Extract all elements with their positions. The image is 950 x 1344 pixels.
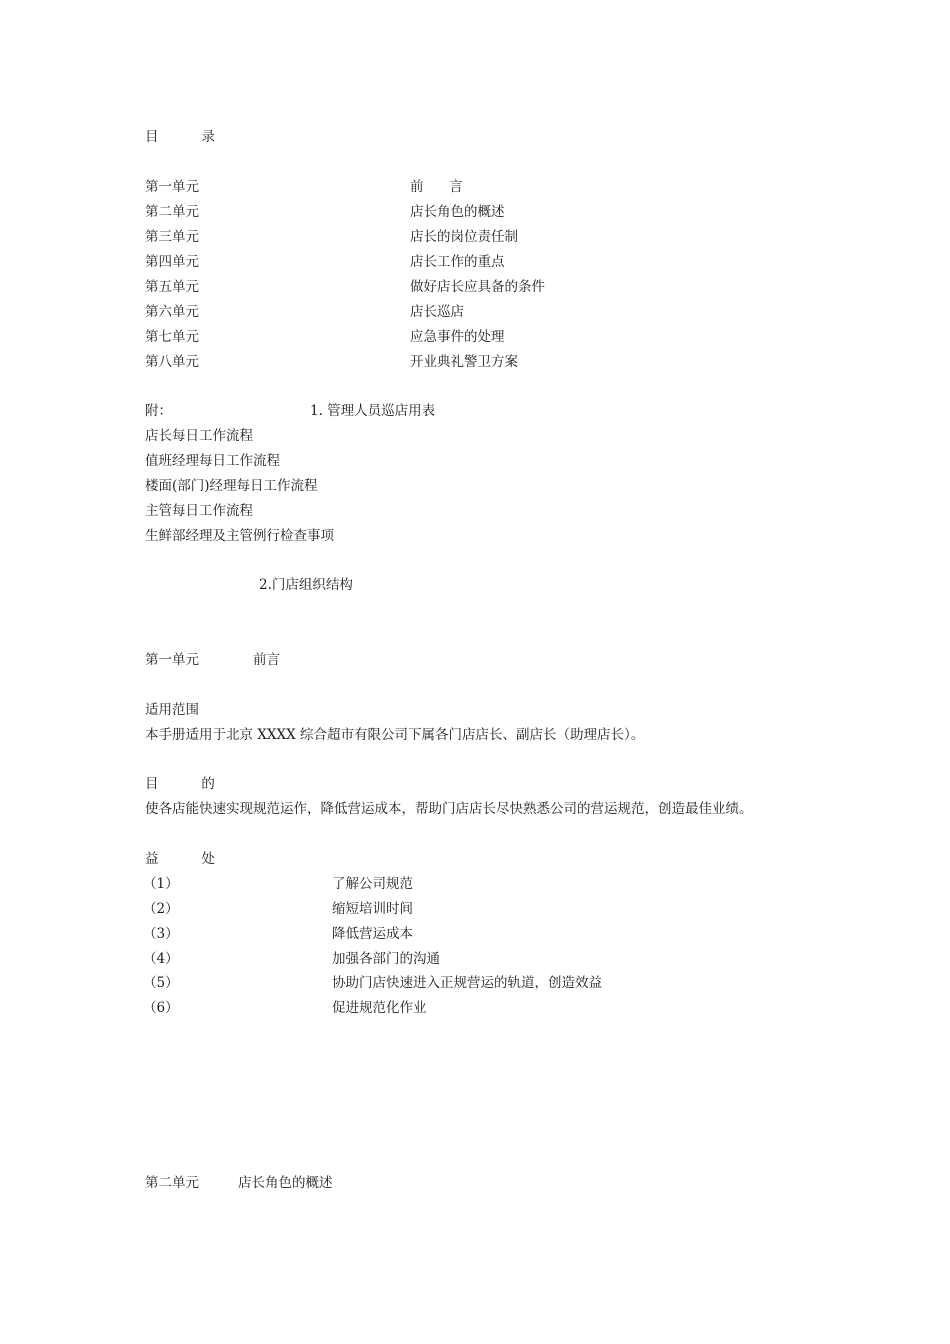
benefit-number: （5） bbox=[143, 975, 179, 991]
unit1-title: 前言 bbox=[253, 652, 280, 668]
benefit-number: （6） bbox=[143, 1000, 179, 1016]
toc-heading: 目 录 bbox=[145, 129, 215, 145]
purpose-heading: 目 的 bbox=[145, 776, 215, 792]
purpose-text: 使各店能快速实现规范运作，降低营运成本，帮助门店店长尽快熟悉公司的营运规范，创造最佳业绩。 bbox=[145, 801, 753, 817]
toc-unit-5: 第五单元 bbox=[145, 279, 199, 295]
benefit-number: （1） bbox=[143, 876, 179, 892]
appendix-subitem-4: 主管每日工作流程 bbox=[145, 503, 253, 519]
toc-unit-2: 第二单元 bbox=[145, 204, 199, 220]
toc-title-4: 店长工作的重点 bbox=[410, 254, 505, 270]
unit2-title: 店长角色的概述 bbox=[238, 1175, 333, 1191]
appendix-label: 附： bbox=[145, 403, 172, 419]
unit2-label: 第二单元 bbox=[145, 1175, 199, 1191]
appendix-subitem-3: 楼面(部门)经理每日工作流程 bbox=[145, 478, 318, 494]
toc-title-1: 前 言 bbox=[410, 179, 463, 195]
benefit-number: （3） bbox=[143, 926, 179, 942]
appendix-item-2: 2.门店组织结构 bbox=[259, 577, 353, 593]
toc-unit-8: 第八单元 bbox=[145, 354, 199, 370]
toc-title-8: 开业典礼警卫方案 bbox=[410, 354, 518, 370]
appendix-subitem-2: 值班经理每日工作流程 bbox=[145, 453, 280, 469]
toc-unit-6: 第六单元 bbox=[145, 304, 199, 320]
benefit-text: 促进规范化作业 bbox=[332, 1000, 427, 1016]
toc-unit-7: 第七单元 bbox=[145, 329, 199, 345]
scope-heading: 适用范围 bbox=[145, 702, 199, 718]
appendix-subitem-1: 店长每日工作流程 bbox=[145, 428, 253, 444]
benefit-text: 协助门店快速进入正规营运的轨道，创造效益 bbox=[332, 975, 602, 991]
benefit-text: 降低营运成本 bbox=[332, 926, 413, 942]
benefit-number: （4） bbox=[143, 951, 179, 967]
benefit-number: （2） bbox=[143, 901, 179, 917]
toc-unit-1: 第一单元 bbox=[145, 179, 199, 195]
benefit-text: 加强各部门的沟通 bbox=[332, 951, 440, 967]
toc-unit-4: 第四单元 bbox=[145, 254, 199, 270]
appendix-subitem-5: 生鲜部经理及主管例行检查事项 bbox=[145, 528, 334, 544]
toc-title-3: 店长的岗位责任制 bbox=[410, 229, 518, 245]
benefits-heading: 益 处 bbox=[145, 851, 215, 867]
toc-title-2: 店长角色的概述 bbox=[410, 204, 505, 220]
toc-title-6: 店长巡店 bbox=[410, 304, 464, 320]
toc-title-5: 做好店长应具备的条件 bbox=[410, 279, 545, 295]
appendix-item-1: 1. 管理人员巡店用表 bbox=[310, 403, 436, 419]
unit1-label: 第一单元 bbox=[145, 652, 199, 668]
scope-text: 本手册适用于北京 XXXX 综合超市有限公司下属各门店店长、副店长（助理店长）。 bbox=[145, 727, 645, 743]
toc-title-7: 应急事件的处理 bbox=[410, 329, 505, 345]
benefit-text: 缩短培训时间 bbox=[332, 901, 413, 917]
benefit-text: 了解公司规范 bbox=[332, 876, 413, 892]
toc-unit-3: 第三单元 bbox=[145, 229, 199, 245]
